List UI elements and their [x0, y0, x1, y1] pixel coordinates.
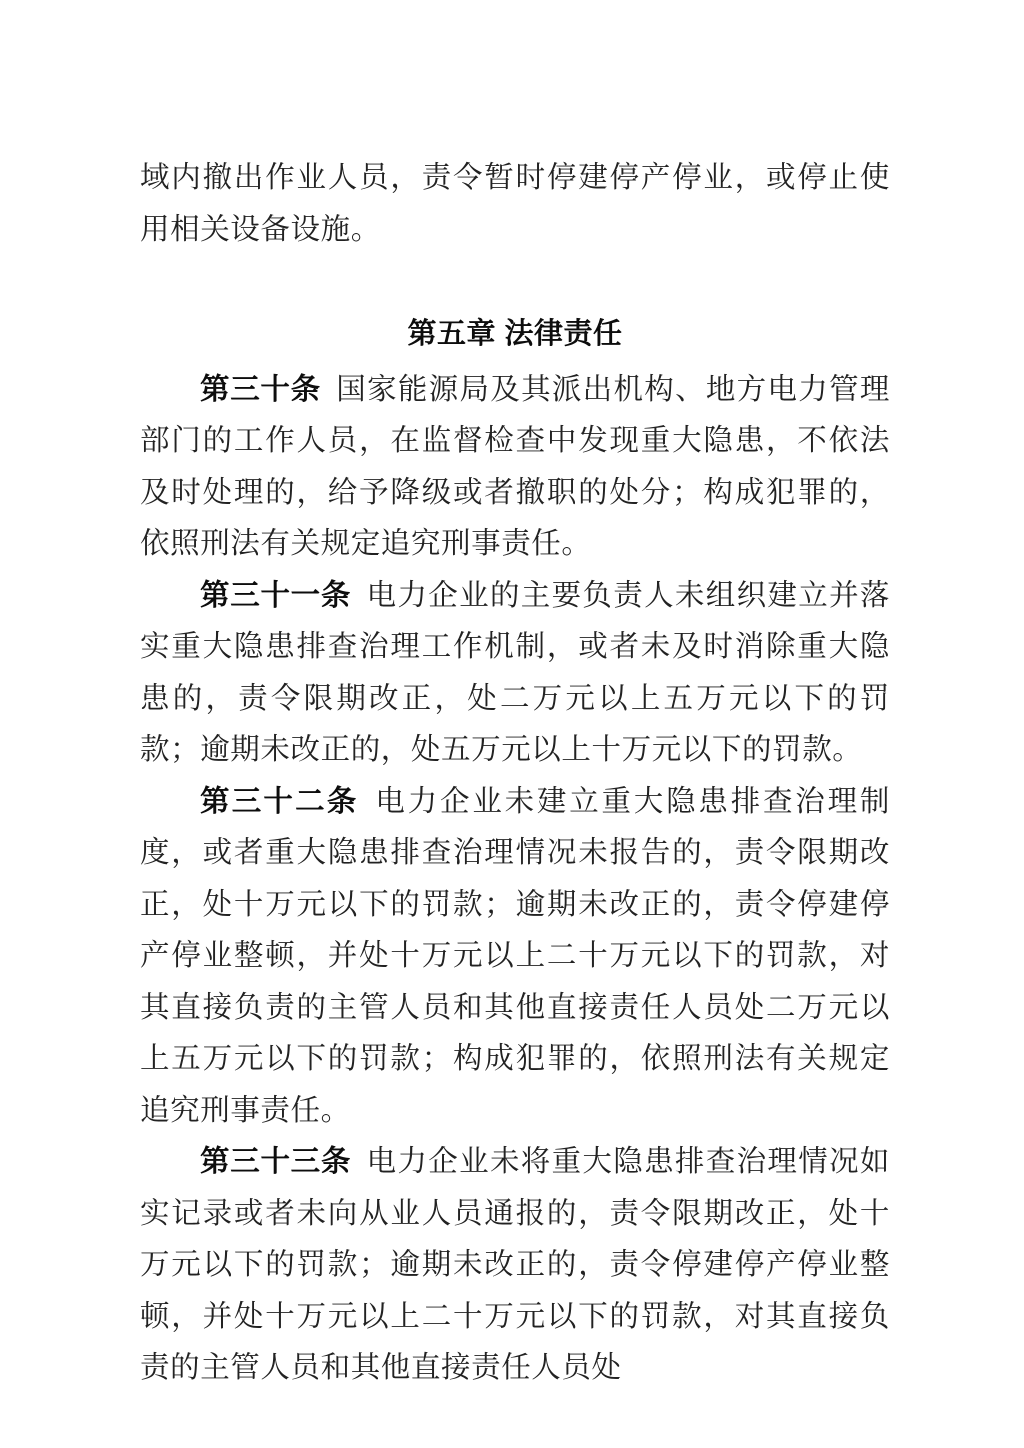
- chapter-heading: 第五章 法律责任: [407, 318, 623, 350]
- article-text: 电力企业未将重大隐患排查治理情况如实记录或者未向从业人员通报的，责令限期改正，处十万元以下的罚款；逾期未改正的，责令停建停产停业整顿，并处十万元以上二十万元以下的罚款，对其直接负责的主管人员和其他直接责任人员处: [140, 1144, 890, 1384]
- article-label: 第三十一条: [200, 578, 352, 612]
- article-text: 电力企业的主要负责人未组织建立并落实重大隐患排查治理工作机制，或者未及时消除重大隐患的，责令限期改正，处二万元以上五万元以下的罚款；逾期未改正的，处五万元以上十万元以下的罚款。: [140, 577, 890, 766]
- article-label: 第三十条: [200, 372, 321, 406]
- article-label: 第三十二条: [200, 784, 359, 818]
- article-paragraph: [140, 364, 890, 570]
- page-body: [140, 152, 890, 1394]
- article-paragraph: [140, 776, 890, 1137]
- article-paragraph: [140, 1136, 890, 1394]
- continued-paragraph: 域内撤出作业人员，责令暂时停建停产停业，或停止使用相关设备设施。: [140, 160, 890, 246]
- article-label: 第三十三条: [200, 1145, 352, 1178]
- article-text: 电力企业未建立重大隐患排查治理制度，或者重大隐患排查治理情况未报告的，责令限期改正，处十万元以下的罚款；逾期未改正的，责令停建停产停业整顿，并处十万元以上二十万元以下的罚款，对其直接负责的主管人员和其他直接责任人员处二万元以上五万元以下的罚款；构成犯罪的，依照刑法有关规定追究刑事责任。: [140, 783, 890, 1127]
- article-paragraph: [140, 570, 890, 776]
- article-text: 国家能源局及其派出机构、地方电力管理部门的工作人员，在监督检查中发现重大隐患，不依法及时处理的，给予降级或者撤职的处分；构成犯罪的，依照刑法有关规定追究刑事责任。: [140, 371, 890, 560]
